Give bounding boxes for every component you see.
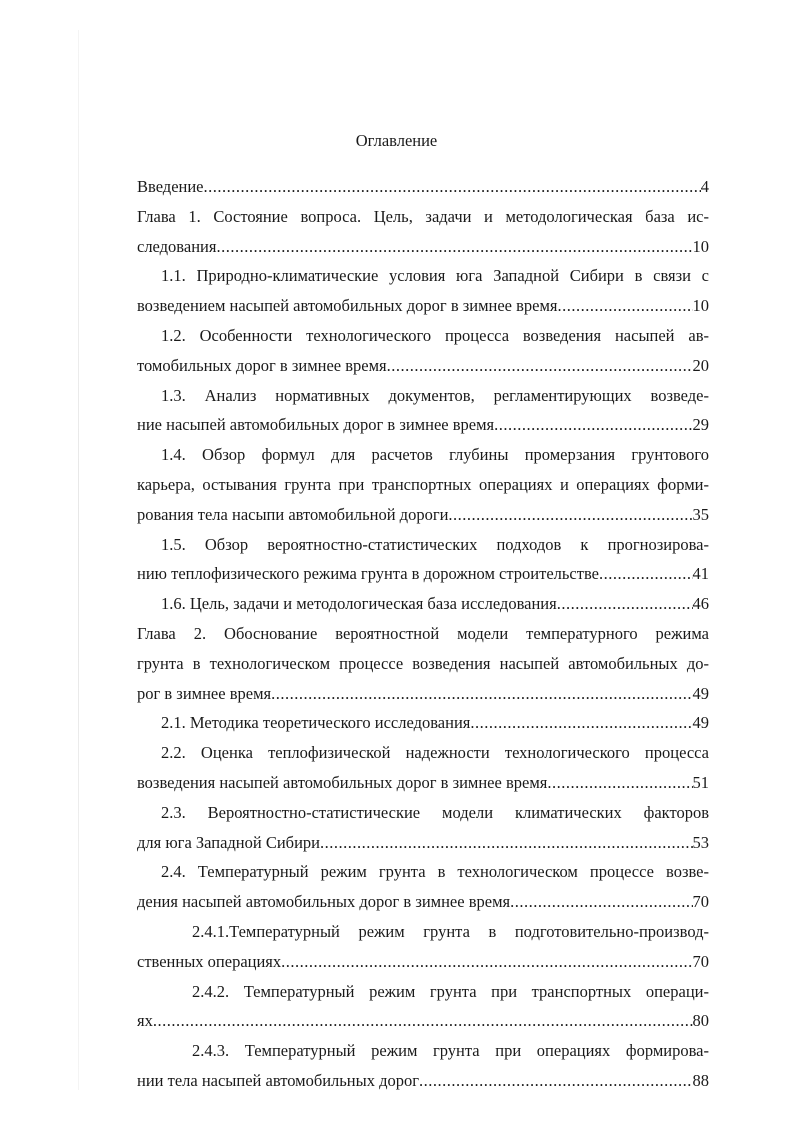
toc-entry[interactable] bbox=[137, 172, 709, 202]
toc-entry-text: 1.2. Особенности технологического процесса возведения насыпей ав- bbox=[161, 325, 709, 345]
toc-entry-text: ственных операциях bbox=[137, 951, 282, 971]
toc-entry-last-line bbox=[137, 559, 709, 589]
toc-page-number: 46 bbox=[692, 594, 709, 614]
toc-entry-text: ние насыпей автомобильных дорог в зимнее время bbox=[137, 415, 495, 435]
toc-page-number: 88 bbox=[692, 1070, 709, 1090]
toc-entry-text: 2.4. Температурный режим грунта в технологическом процессе возве- bbox=[161, 862, 709, 882]
toc-entry[interactable] bbox=[137, 738, 709, 798]
toc-page-number: 41 bbox=[692, 564, 709, 584]
toc-entry-last-line bbox=[137, 351, 709, 381]
toc-entry-text: рования тела насыпи автомобильной дороги bbox=[137, 504, 449, 524]
toc-entry-text: возведения насыпей автомобильных дорог в зимнее время bbox=[137, 772, 548, 792]
toc-entry[interactable] bbox=[137, 798, 709, 858]
toc-entry-text: 2.4.2. Температурный режим грунта при транспортных операци- bbox=[192, 981, 709, 1001]
toc-entry-text: Глава 1. Состояние вопроса. Цель, задачи и методологическая база ис- bbox=[137, 206, 709, 226]
toc-page-number: 10 bbox=[692, 236, 709, 256]
toc-page-number: 80 bbox=[692, 1011, 709, 1031]
dot-leader bbox=[387, 351, 693, 381]
toc-page-number: 70 bbox=[692, 892, 709, 912]
toc-entry-last-line bbox=[137, 410, 709, 440]
toc-entry-text: 1.3. Анализ нормативных документов, регламентирующих возведе- bbox=[161, 385, 709, 405]
dot-leader bbox=[153, 1006, 693, 1036]
toc-entry-last-line bbox=[137, 500, 709, 530]
toc-entry[interactable] bbox=[137, 530, 709, 590]
toc-entry-last-line bbox=[137, 589, 709, 619]
toc-entry-last-line bbox=[137, 887, 709, 917]
toc-page-number: 70 bbox=[692, 951, 709, 971]
toc-entry-last-line bbox=[137, 679, 709, 709]
toc-entry-text: 2.4.3. Температурный режим грунта при операциях формирова- bbox=[192, 1041, 709, 1061]
toc-entry-text: возведением насыпей автомобильных дорог в зимнее время bbox=[137, 296, 558, 316]
toc-entry-text: нии тела насыпей автомобильных дорог bbox=[137, 1070, 420, 1090]
toc-entry-last-line bbox=[137, 232, 709, 262]
toc-entry-text: грунта в технологическом процессе возведения насыпей автомобильных до- bbox=[137, 653, 709, 673]
toc-page-number: 49 bbox=[692, 713, 709, 733]
dot-leader bbox=[494, 410, 692, 440]
toc-entry-text: Глава 2. Обоснование вероятностной модели температурного режима bbox=[137, 623, 709, 643]
toc-entry-text: ях bbox=[137, 1011, 153, 1031]
toc-page-number: 29 bbox=[692, 415, 709, 435]
dot-leader bbox=[419, 1066, 692, 1096]
page-title: Оглавление bbox=[355, 131, 438, 150]
toc-entry[interactable] bbox=[137, 619, 709, 708]
toc-page-number: 35 bbox=[692, 504, 709, 524]
toc-entry[interactable] bbox=[137, 857, 709, 917]
dot-leader bbox=[547, 768, 692, 798]
dot-leader bbox=[558, 291, 693, 321]
toc-entry[interactable] bbox=[137, 321, 709, 381]
toc-entry-text: карьера, остывания грунта при транспортных операциях и операциях форми- bbox=[137, 474, 709, 494]
toc-entry-last-line bbox=[137, 768, 709, 798]
toc-entry[interactable] bbox=[137, 440, 709, 529]
toc-entry-text: рог в зимнее время bbox=[137, 683, 272, 703]
dot-leader bbox=[557, 589, 693, 619]
toc-page-number: 51 bbox=[692, 772, 709, 792]
toc-entry-text: 2.4.1.Температурный режим грунта в подготовительно-производ- bbox=[192, 921, 709, 941]
dot-leader bbox=[470, 708, 692, 738]
dot-leader bbox=[599, 559, 693, 589]
dot-leader bbox=[216, 232, 692, 262]
dot-leader bbox=[281, 947, 692, 977]
toc-entry-last-line bbox=[137, 291, 709, 321]
toc-entry-text: 2.1. Методика теоретического исследования bbox=[161, 713, 471, 733]
dot-leader bbox=[320, 828, 693, 858]
table-of-contents bbox=[137, 172, 709, 1096]
toc-entry-last-line bbox=[137, 947, 709, 977]
toc-entry-text: 1.4. Обзор формул для расчетов глубины промерзания грунтового bbox=[161, 445, 709, 465]
toc-entry[interactable] bbox=[137, 1036, 709, 1096]
toc-entry[interactable] bbox=[137, 261, 709, 321]
toc-page-number: 4 bbox=[700, 177, 709, 196]
toc-page-number: 20 bbox=[692, 355, 709, 375]
toc-entry-text: следования bbox=[137, 236, 217, 256]
toc-entry[interactable] bbox=[137, 917, 709, 977]
dot-leader bbox=[448, 500, 692, 530]
toc-entry[interactable] bbox=[137, 202, 709, 262]
toc-entry-last-line bbox=[137, 172, 709, 202]
toc-entry[interactable] bbox=[137, 589, 709, 619]
toc-entry-text: 2.2. Оценка теплофизической надежности технологического процесса bbox=[161, 743, 709, 763]
toc-entry-text: Введение bbox=[137, 177, 204, 196]
toc-entry-last-line bbox=[137, 1006, 709, 1036]
toc-entry[interactable] bbox=[137, 708, 709, 738]
toc-entry-text: 1.1. Природно-климатические условия юга Западной Сибири в связи с bbox=[161, 266, 709, 286]
toc-entry-text: томобильных дорог в зимнее время bbox=[137, 355, 387, 375]
dot-leader bbox=[204, 172, 701, 202]
toc-entry-text: 1.6. Цель, задачи и методологическая база исследования bbox=[161, 594, 557, 614]
dot-leader bbox=[510, 887, 692, 917]
toc-entry-text: нию теплофизического режима грунта в дорожном строительстве bbox=[137, 564, 599, 584]
toc-page-number: 53 bbox=[692, 832, 709, 852]
toc-entry-last-line bbox=[137, 708, 709, 738]
toc-entry-last-line bbox=[137, 1066, 709, 1096]
toc-entry-text: 1.5. Обзор вероятностно-статистических подходов к прогнозирова- bbox=[161, 534, 709, 554]
toc-entry[interactable] bbox=[137, 381, 709, 441]
toc-page-number: 49 bbox=[692, 683, 709, 703]
dot-leader bbox=[271, 679, 692, 709]
toc-entry[interactable] bbox=[137, 977, 709, 1037]
toc-entry-last-line bbox=[137, 828, 709, 858]
toc-entry-text: 2.3. Вероятностно-статистические модели климатических факторов bbox=[161, 802, 709, 822]
toc-entry-text: для юга Западной Сибири bbox=[137, 832, 320, 852]
page-fold-shadow bbox=[78, 30, 79, 1090]
toc-entry-text: дения насыпей автомобильных дорог в зимнее время bbox=[137, 892, 511, 912]
toc-page-number: 10 bbox=[692, 296, 709, 316]
